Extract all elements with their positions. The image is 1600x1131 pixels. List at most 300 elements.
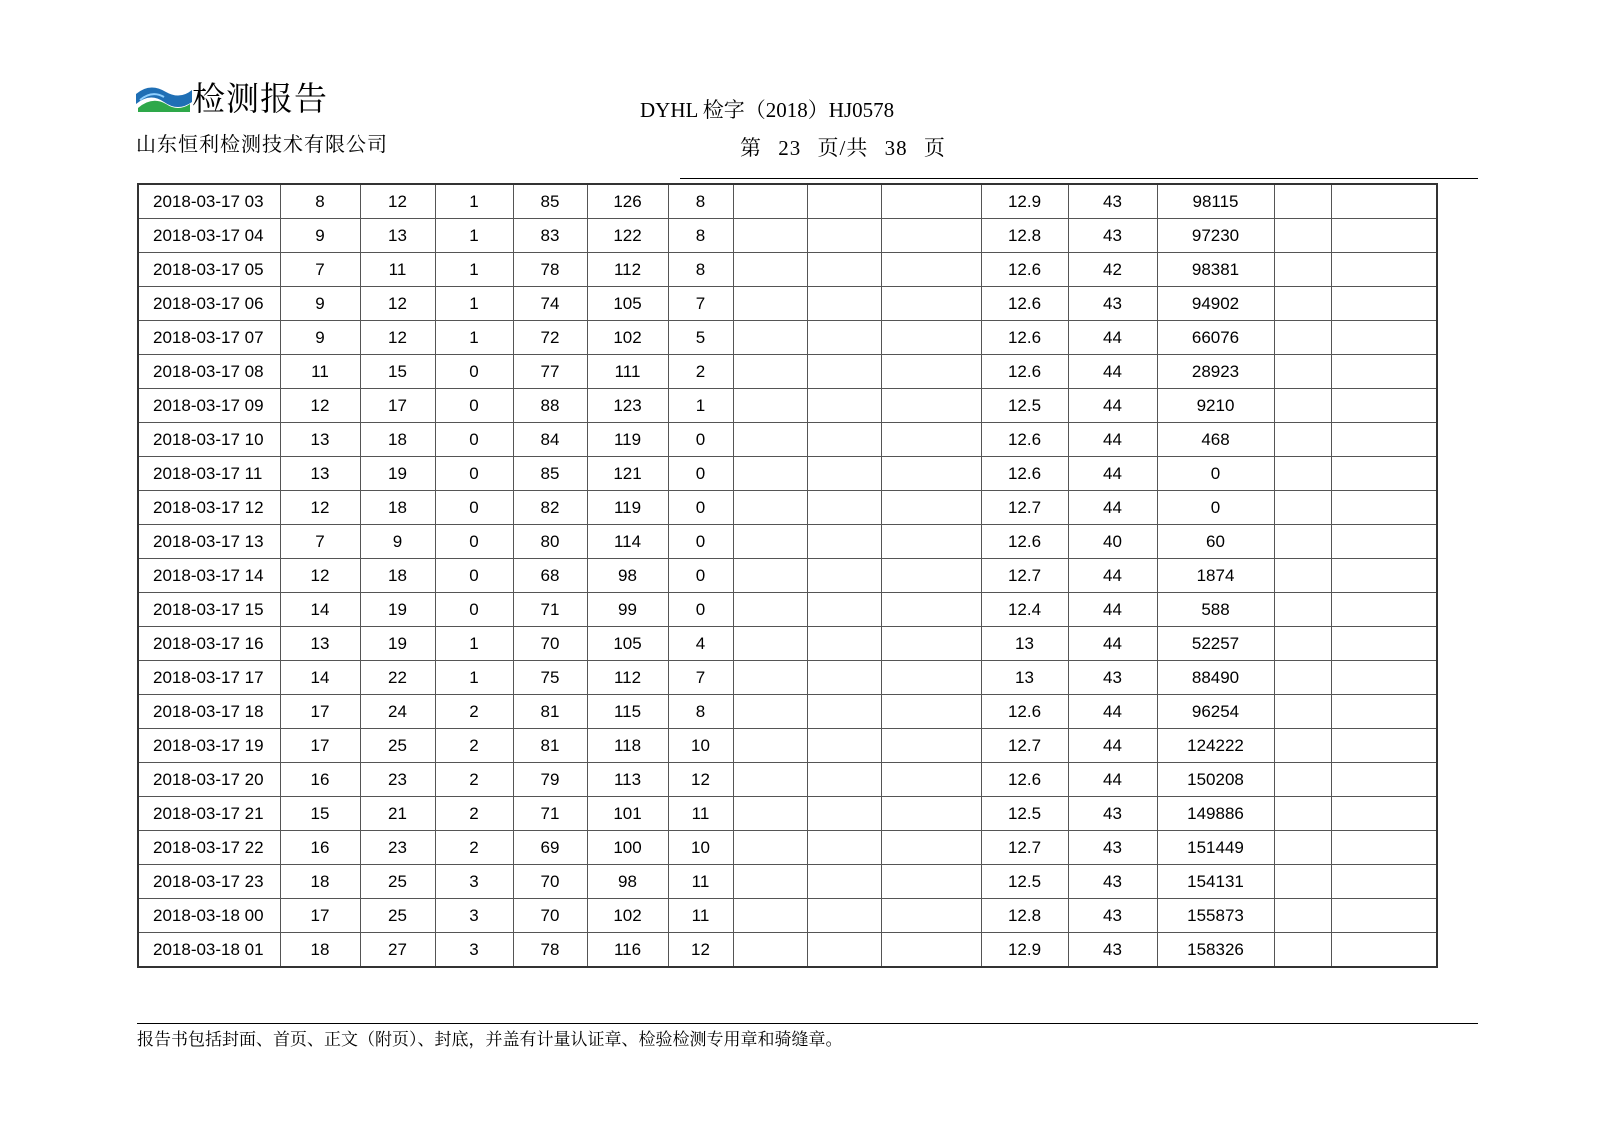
value-cell: 9210 xyxy=(1157,389,1274,423)
page-total: 38 xyxy=(884,136,908,160)
value-cell xyxy=(807,865,881,899)
value-cell: 126 xyxy=(587,184,668,219)
value-cell: 4 xyxy=(668,627,733,661)
value-cell: 158326 xyxy=(1157,933,1274,968)
value-cell: 0 xyxy=(435,525,513,559)
value-cell: 0 xyxy=(668,593,733,627)
value-cell: 96254 xyxy=(1157,695,1274,729)
value-cell: 12.7 xyxy=(981,559,1068,593)
time-cell: 2018-03-17 18 xyxy=(138,695,280,729)
value-cell: 69 xyxy=(513,831,587,865)
value-cell: 12.7 xyxy=(981,729,1068,763)
value-cell: 18 xyxy=(280,865,360,899)
value-cell xyxy=(807,423,881,457)
value-cell xyxy=(1331,661,1437,695)
value-cell: 84 xyxy=(513,423,587,457)
value-cell xyxy=(1274,457,1331,491)
value-cell: 25 xyxy=(360,899,435,933)
value-cell: 16 xyxy=(280,831,360,865)
value-cell: 102 xyxy=(587,899,668,933)
value-cell xyxy=(881,661,981,695)
value-cell: 0 xyxy=(435,457,513,491)
value-cell xyxy=(807,593,881,627)
value-cell: 0 xyxy=(668,423,733,457)
table-row xyxy=(138,695,1437,729)
value-cell xyxy=(807,661,881,695)
value-cell xyxy=(881,525,981,559)
time-cell: 2018-03-17 05 xyxy=(138,253,280,287)
value-cell: 8 xyxy=(668,184,733,219)
value-cell: 12.8 xyxy=(981,219,1068,253)
value-cell xyxy=(807,389,881,423)
value-cell: 44 xyxy=(1068,695,1157,729)
value-cell xyxy=(1331,797,1437,831)
table-row xyxy=(138,899,1437,933)
value-cell xyxy=(1331,899,1437,933)
value-cell: 0 xyxy=(435,491,513,525)
value-cell: 112 xyxy=(587,253,668,287)
value-cell: 13 xyxy=(280,627,360,661)
value-cell xyxy=(881,695,981,729)
value-cell: 80 xyxy=(513,525,587,559)
value-cell: 60 xyxy=(1157,525,1274,559)
value-cell: 43 xyxy=(1068,831,1157,865)
value-cell xyxy=(1274,933,1331,968)
value-cell xyxy=(1274,797,1331,831)
page-indicator xyxy=(740,132,946,162)
value-cell xyxy=(733,831,807,865)
value-cell: 0 xyxy=(435,389,513,423)
value-cell xyxy=(1274,389,1331,423)
value-cell: 9 xyxy=(360,525,435,559)
value-cell xyxy=(733,355,807,389)
time-cell: 2018-03-17 19 xyxy=(138,729,280,763)
time-cell: 2018-03-17 14 xyxy=(138,559,280,593)
value-cell: 122 xyxy=(587,219,668,253)
value-cell: 12.6 xyxy=(981,695,1068,729)
value-cell xyxy=(807,763,881,797)
value-cell xyxy=(733,661,807,695)
table-row xyxy=(138,355,1437,389)
value-cell: 43 xyxy=(1068,184,1157,219)
value-cell xyxy=(733,253,807,287)
value-cell: 9 xyxy=(280,321,360,355)
value-cell xyxy=(1331,627,1437,661)
value-cell xyxy=(733,457,807,491)
value-cell xyxy=(1331,253,1437,287)
report-number: DYHL 检字（2018）HJ0578 xyxy=(640,98,895,122)
table-row xyxy=(138,184,1437,219)
value-cell: 71 xyxy=(513,593,587,627)
value-cell: 12.4 xyxy=(981,593,1068,627)
value-cell: 11 xyxy=(668,797,733,831)
value-cell: 17 xyxy=(280,695,360,729)
table-row xyxy=(138,831,1437,865)
value-cell xyxy=(1274,491,1331,525)
value-cell xyxy=(733,763,807,797)
value-cell xyxy=(881,287,981,321)
time-cell: 2018-03-17 21 xyxy=(138,797,280,831)
value-cell: 97230 xyxy=(1157,219,1274,253)
value-cell xyxy=(1274,423,1331,457)
value-cell: 12 xyxy=(668,763,733,797)
value-cell xyxy=(1274,219,1331,253)
value-cell: 85 xyxy=(513,184,587,219)
value-cell: 151449 xyxy=(1157,831,1274,865)
value-cell: 118 xyxy=(587,729,668,763)
value-cell: 5 xyxy=(668,321,733,355)
value-cell xyxy=(881,321,981,355)
value-cell: 12.7 xyxy=(981,491,1068,525)
value-cell: 150208 xyxy=(1157,763,1274,797)
value-cell: 12.5 xyxy=(981,389,1068,423)
value-cell xyxy=(881,253,981,287)
value-cell xyxy=(881,423,981,457)
value-cell xyxy=(1274,559,1331,593)
value-cell: 24 xyxy=(360,695,435,729)
value-cell xyxy=(733,899,807,933)
value-cell xyxy=(807,525,881,559)
value-cell: 78 xyxy=(513,933,587,968)
value-cell: 83 xyxy=(513,219,587,253)
value-cell: 468 xyxy=(1157,423,1274,457)
value-cell: 0 xyxy=(668,457,733,491)
value-cell: 12.6 xyxy=(981,763,1068,797)
value-cell: 72 xyxy=(513,321,587,355)
value-cell xyxy=(881,593,981,627)
table-row xyxy=(138,933,1437,968)
value-cell: 0 xyxy=(435,355,513,389)
value-cell xyxy=(733,525,807,559)
value-cell: 43 xyxy=(1068,933,1157,968)
value-cell: 43 xyxy=(1068,899,1157,933)
time-cell: 2018-03-17 07 xyxy=(138,321,280,355)
table-row xyxy=(138,321,1437,355)
value-cell: 13 xyxy=(981,661,1068,695)
value-cell xyxy=(733,423,807,457)
value-cell: 11 xyxy=(668,899,733,933)
value-cell: 12.9 xyxy=(981,184,1068,219)
table-row xyxy=(138,219,1437,253)
value-cell: 40 xyxy=(1068,525,1157,559)
footer-note: 报告书包括封面、首页、正文（附页）、封底，并盖有计量认证章、检验检测专用章和骑缝章。 xyxy=(137,1030,843,1050)
value-cell: 16 xyxy=(280,763,360,797)
time-cell: 2018-03-17 11 xyxy=(138,457,280,491)
value-cell xyxy=(1274,729,1331,763)
time-cell: 2018-03-17 04 xyxy=(138,219,280,253)
value-cell: 0 xyxy=(668,525,733,559)
time-cell: 2018-03-17 13 xyxy=(138,525,280,559)
value-cell xyxy=(881,457,981,491)
value-cell xyxy=(1274,287,1331,321)
value-cell: 70 xyxy=(513,899,587,933)
value-cell: 25 xyxy=(360,729,435,763)
time-cell: 2018-03-17 06 xyxy=(138,287,280,321)
value-cell: 12.6 xyxy=(981,321,1068,355)
value-cell: 13 xyxy=(280,423,360,457)
value-cell xyxy=(1274,865,1331,899)
value-cell: 12.6 xyxy=(981,525,1068,559)
value-cell xyxy=(733,729,807,763)
value-cell: 2 xyxy=(668,355,733,389)
value-cell: 43 xyxy=(1068,797,1157,831)
value-cell xyxy=(881,355,981,389)
value-cell xyxy=(881,831,981,865)
value-cell: 8 xyxy=(280,184,360,219)
value-cell: 7 xyxy=(668,287,733,321)
value-cell: 81 xyxy=(513,695,587,729)
time-cell: 2018-03-17 03 xyxy=(138,184,280,219)
value-cell xyxy=(807,287,881,321)
value-cell: 12.6 xyxy=(981,457,1068,491)
value-cell: 12 xyxy=(360,321,435,355)
value-cell xyxy=(807,491,881,525)
value-cell xyxy=(1331,355,1437,389)
time-cell: 2018-03-18 00 xyxy=(138,899,280,933)
value-cell: 1 xyxy=(668,389,733,423)
value-cell xyxy=(1331,287,1437,321)
value-cell: 119 xyxy=(587,491,668,525)
value-cell: 154131 xyxy=(1157,865,1274,899)
value-cell: 44 xyxy=(1068,763,1157,797)
table-row xyxy=(138,491,1437,525)
value-cell xyxy=(733,933,807,968)
value-cell: 68 xyxy=(513,559,587,593)
value-cell: 8 xyxy=(668,695,733,729)
value-cell: 114 xyxy=(587,525,668,559)
value-cell: 44 xyxy=(1068,559,1157,593)
value-cell: 12.5 xyxy=(981,797,1068,831)
time-cell: 2018-03-17 20 xyxy=(138,763,280,797)
value-cell xyxy=(807,321,881,355)
table-row xyxy=(138,559,1437,593)
value-cell xyxy=(881,933,981,968)
value-cell: 17 xyxy=(360,389,435,423)
table-row xyxy=(138,661,1437,695)
value-cell: 0 xyxy=(1157,457,1274,491)
value-cell: 43 xyxy=(1068,661,1157,695)
table-row xyxy=(138,627,1437,661)
value-cell: 74 xyxy=(513,287,587,321)
value-cell: 21 xyxy=(360,797,435,831)
value-cell: 81 xyxy=(513,729,587,763)
value-cell xyxy=(733,184,807,219)
time-cell: 2018-03-17 17 xyxy=(138,661,280,695)
value-cell xyxy=(881,559,981,593)
value-cell: 23 xyxy=(360,763,435,797)
value-cell: 18 xyxy=(360,423,435,457)
value-cell: 12.6 xyxy=(981,253,1068,287)
time-cell: 2018-03-17 10 xyxy=(138,423,280,457)
time-cell: 2018-03-18 01 xyxy=(138,933,280,968)
value-cell: 13 xyxy=(280,457,360,491)
value-cell xyxy=(1331,321,1437,355)
value-cell: 12 xyxy=(280,389,360,423)
value-cell: 12 xyxy=(668,933,733,968)
value-cell: 10 xyxy=(668,729,733,763)
value-cell: 12 xyxy=(360,184,435,219)
value-cell: 11 xyxy=(668,865,733,899)
value-cell: 0 xyxy=(668,491,733,525)
time-cell: 2018-03-17 08 xyxy=(138,355,280,389)
value-cell xyxy=(733,797,807,831)
table-row xyxy=(138,763,1437,797)
table-row xyxy=(138,729,1437,763)
value-cell: 28923 xyxy=(1157,355,1274,389)
value-cell: 44 xyxy=(1068,729,1157,763)
value-cell xyxy=(807,899,881,933)
value-cell: 3 xyxy=(435,899,513,933)
value-cell: 78 xyxy=(513,253,587,287)
value-cell: 12 xyxy=(280,491,360,525)
value-cell xyxy=(881,797,981,831)
value-cell xyxy=(1274,899,1331,933)
value-cell: 116 xyxy=(587,933,668,968)
value-cell: 111 xyxy=(587,355,668,389)
value-cell xyxy=(1331,491,1437,525)
value-cell xyxy=(1331,729,1437,763)
value-cell xyxy=(1331,389,1437,423)
value-cell: 3 xyxy=(435,865,513,899)
time-cell: 2018-03-17 22 xyxy=(138,831,280,865)
value-cell: 7 xyxy=(668,661,733,695)
value-cell: 102 xyxy=(587,321,668,355)
logo-wave-icon xyxy=(136,82,192,116)
time-cell: 2018-03-17 12 xyxy=(138,491,280,525)
value-cell xyxy=(1331,695,1437,729)
value-cell: 82 xyxy=(513,491,587,525)
value-cell: 66076 xyxy=(1157,321,1274,355)
value-cell xyxy=(1274,593,1331,627)
value-cell xyxy=(733,219,807,253)
value-cell: 23 xyxy=(360,831,435,865)
value-cell: 79 xyxy=(513,763,587,797)
value-cell: 52257 xyxy=(1157,627,1274,661)
value-cell xyxy=(807,355,881,389)
value-cell: 149886 xyxy=(1157,797,1274,831)
table-row xyxy=(138,423,1437,457)
value-cell xyxy=(807,253,881,287)
value-cell: 13 xyxy=(981,627,1068,661)
value-cell xyxy=(1331,933,1437,968)
value-cell xyxy=(1331,831,1437,865)
value-cell xyxy=(1331,457,1437,491)
value-cell xyxy=(881,899,981,933)
monitoring-data-table xyxy=(137,183,1438,968)
value-cell: 70 xyxy=(513,627,587,661)
value-cell xyxy=(1274,253,1331,287)
value-cell: 12 xyxy=(360,287,435,321)
value-cell xyxy=(807,219,881,253)
value-cell: 119 xyxy=(587,423,668,457)
value-cell: 18 xyxy=(360,559,435,593)
value-cell: 19 xyxy=(360,457,435,491)
table-row xyxy=(138,253,1437,287)
value-cell xyxy=(733,593,807,627)
value-cell: 75 xyxy=(513,661,587,695)
value-cell: 43 xyxy=(1068,287,1157,321)
value-cell: 98115 xyxy=(1157,184,1274,219)
value-cell xyxy=(1274,695,1331,729)
value-cell: 7 xyxy=(280,525,360,559)
value-cell: 2 xyxy=(435,763,513,797)
value-cell xyxy=(881,219,981,253)
value-cell: 44 xyxy=(1068,491,1157,525)
value-cell: 105 xyxy=(587,627,668,661)
page-current: 23 xyxy=(778,136,802,160)
value-cell xyxy=(807,695,881,729)
value-cell: 113 xyxy=(587,763,668,797)
value-cell xyxy=(1274,321,1331,355)
value-cell xyxy=(733,389,807,423)
value-cell xyxy=(1331,763,1437,797)
company-name: 山东恒利检测技术有限公司 xyxy=(136,132,388,156)
value-cell: 44 xyxy=(1068,423,1157,457)
value-cell: 155873 xyxy=(1157,899,1274,933)
value-cell xyxy=(1331,184,1437,219)
value-cell: 18 xyxy=(280,933,360,968)
value-cell: 588 xyxy=(1157,593,1274,627)
value-cell: 8 xyxy=(668,253,733,287)
page-label-post: 页 xyxy=(923,136,946,160)
time-cell: 2018-03-17 15 xyxy=(138,593,280,627)
value-cell: 94902 xyxy=(1157,287,1274,321)
value-cell: 17 xyxy=(280,899,360,933)
value-cell: 44 xyxy=(1068,627,1157,661)
value-cell: 9 xyxy=(280,287,360,321)
value-cell: 0 xyxy=(435,423,513,457)
value-cell xyxy=(733,627,807,661)
table-row xyxy=(138,797,1437,831)
value-cell: 12 xyxy=(280,559,360,593)
value-cell: 19 xyxy=(360,627,435,661)
value-cell xyxy=(1331,559,1437,593)
value-cell: 14 xyxy=(280,593,360,627)
value-cell: 1 xyxy=(435,321,513,355)
value-cell: 100 xyxy=(587,831,668,865)
value-cell: 10 xyxy=(668,831,733,865)
value-cell xyxy=(807,457,881,491)
value-cell: 44 xyxy=(1068,389,1157,423)
value-cell xyxy=(881,763,981,797)
value-cell: 98381 xyxy=(1157,253,1274,287)
value-cell xyxy=(881,729,981,763)
value-cell xyxy=(807,831,881,865)
value-cell: 43 xyxy=(1068,219,1157,253)
value-cell: 44 xyxy=(1068,593,1157,627)
value-cell xyxy=(881,389,981,423)
value-cell: 22 xyxy=(360,661,435,695)
value-cell: 18 xyxy=(360,491,435,525)
time-cell: 2018-03-17 09 xyxy=(138,389,280,423)
value-cell: 17 xyxy=(280,729,360,763)
value-cell: 43 xyxy=(1068,865,1157,899)
table-row xyxy=(138,287,1437,321)
value-cell: 101 xyxy=(587,797,668,831)
value-cell xyxy=(1274,661,1331,695)
company-logo xyxy=(136,79,328,118)
value-cell: 77 xyxy=(513,355,587,389)
value-cell: 115 xyxy=(587,695,668,729)
value-cell: 2 xyxy=(435,831,513,865)
header-divider xyxy=(680,178,1478,179)
value-cell: 1 xyxy=(435,184,513,219)
table-row xyxy=(138,389,1437,423)
value-cell: 0 xyxy=(435,593,513,627)
value-cell xyxy=(1274,627,1331,661)
value-cell: 12.6 xyxy=(981,287,1068,321)
value-cell xyxy=(1274,831,1331,865)
